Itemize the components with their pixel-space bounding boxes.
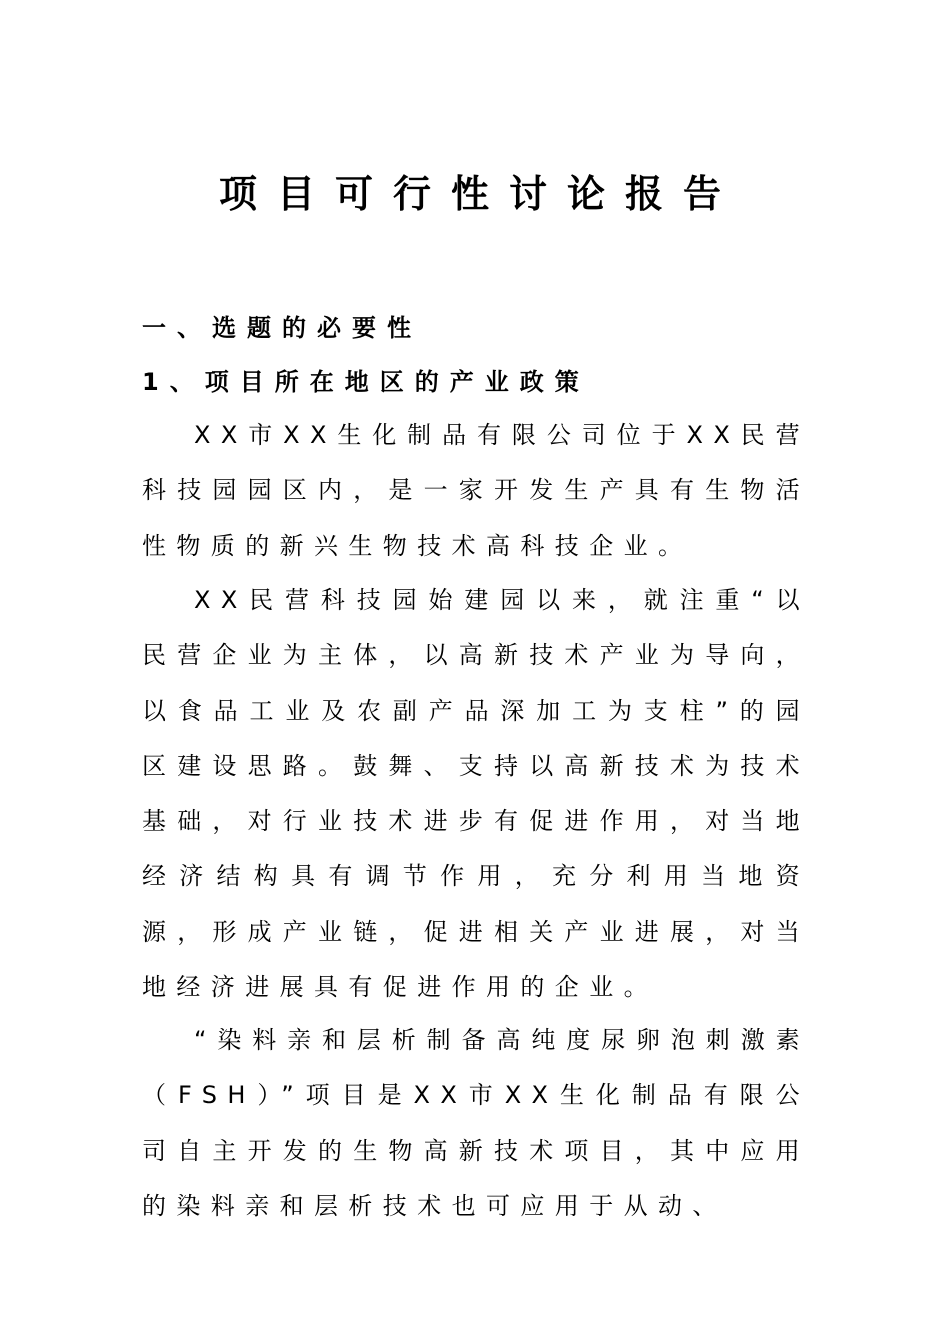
subsection-heading: 1、项目所在地区的产业政策	[142, 368, 590, 396]
section-heading: 一、选题的必要性	[142, 314, 422, 342]
paragraph: XX民营科技园始建园以来，就注重“以民营企业为主体，以高新技术产业为导向，以食品工业及农副产品深加工为支柱”的园区建设思路。鼓舞、支持以高新技术为技术基础，对行业技术进步有促进作用，对当地经济结构具有调节作用，充分利用当地资源，形成产业链，促进相关产业进展，对当地经济进展具有促进作用的企业。	[142, 586, 810, 1002]
document-title: 项目可行性讨论报告	[218, 172, 741, 216]
paragraph: XX市XX生化制品有限公司位于XX民营科技园园区内，是一家开发生产具有生物活性物质的新兴生物技术高科技企业。	[142, 421, 810, 560]
paragraph: “染料亲和层析制备高纯度尿卵泡刺激素（FSH）”项目是XX市XX生化制品有限公司自主开发的生物高新技术项目，其中应用的染料亲和层析技术也可应用于从动、	[142, 1026, 810, 1220]
